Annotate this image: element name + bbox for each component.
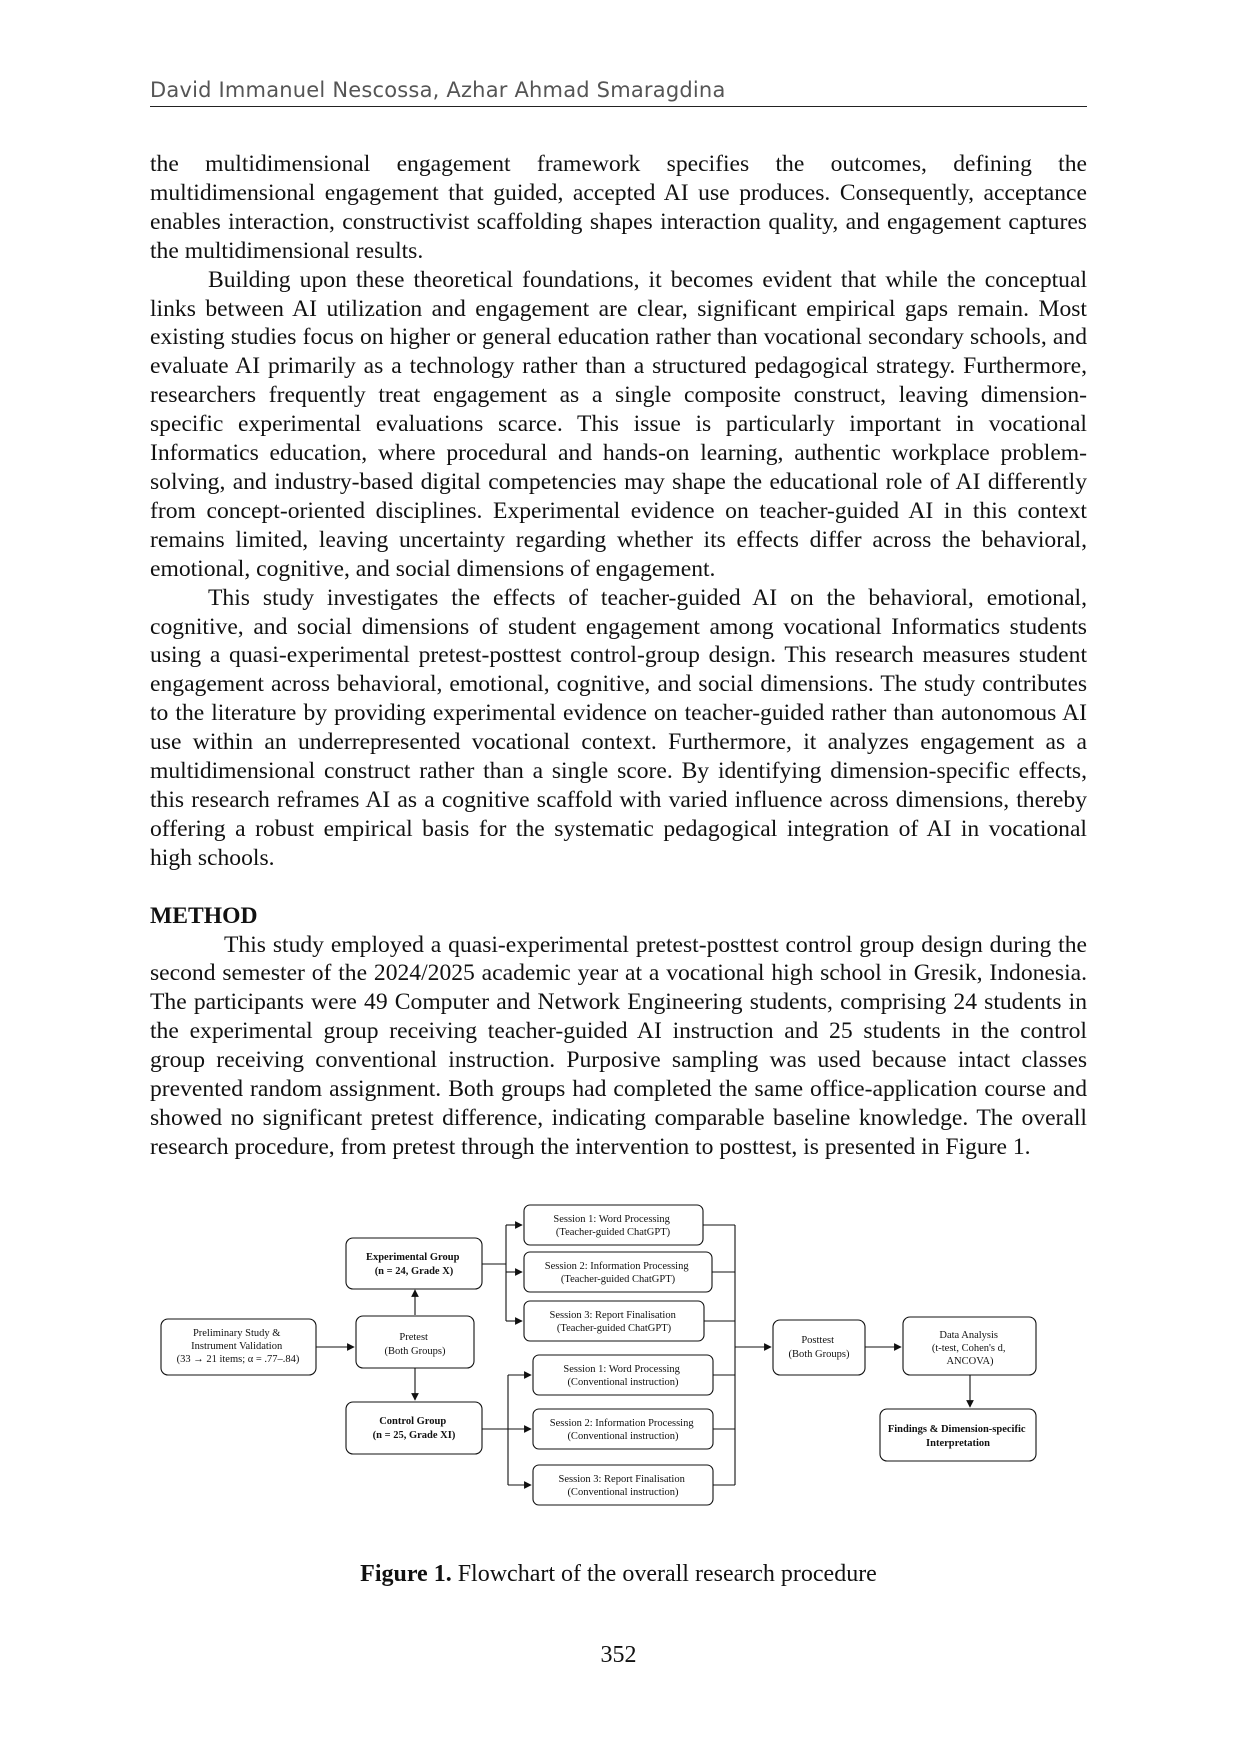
figure-caption [150,1561,1087,1588]
node-findings-box [880,1409,1036,1461]
figure-caption-label: Figure 1. [360,1561,452,1587]
body-text [150,150,1087,1162]
node-preliminary-label: Preliminary Study & Instrument Validation (33 → 21 items; α = .77–.84) [176,1328,300,1365]
figure-flowchart [150,1202,1087,1562]
node-exp-session1-box [524,1205,703,1245]
node-posttest-box [773,1320,865,1375]
node-ctl-session2-label: Session 2: Information Processing (Conventional instruction) [549,1418,694,1442]
node-control-box [346,1402,482,1454]
node-ctl-session2-box [533,1409,713,1449]
node-ctl-session3-label: Session 3: Report Finalisation (Conventional instruction) [558,1474,685,1498]
node-control-label: Control Group (n = 25, Grade XI) [372,1416,456,1441]
node-experimental-box [346,1238,482,1289]
node-exp-session3-label: Session 3: Report Finalisation (Teacher-guided ChatGPT) [549,1310,676,1334]
node-findings-label: Findings & Dimension-specific Interpretation [887,1424,1026,1449]
paragraph-research-gap: Building upon these theoretical foundations, it becomes evident that while the conceptual links between AI utilization and engagement are clear, significant empirical gaps remain. Most existing studies focus on higher or general education rather than vocational secondary schools, and evaluate AI primarily as a technology rather than a structured pedagogical strategy. Furthermore, researchers frequently treat engagement as a single composite construct, leaving dimension-specific experimental evaluations scarce. This issue is particularly important in vocational Informatics education, where procedural and hands-on learning, authentic workplace problem-solving, and industry-based digital competencies may shape the educational role of AI differently from concept-oriented disciplines. Experimental evidence on teacher-guided AI in this context remains limited, leaving uncertainty regarding whether its effects differ across the behavioral, emotional, cognitive, and social dimensions of engagement. [150,266,1087,582]
node-analysis-label: Data Analysis (t-test, Cohen's d, ANCOVA) [931,1330,1006,1367]
node-posttest-label: Posttest (Both Groups) [788,1335,850,1360]
node-ctl-session1-label: Session 1: Word Processing (Conventional instruction) [563,1364,680,1388]
node-exp-session1-label: Session 1: Word Processing (Teacher-guided ChatGPT) [553,1214,671,1238]
paragraph-method: This study employed a quasi-experimental pretest-posttest control group design during the second semester of the 2024/2025 academic year at a vocational high school in Gresik, Indonesia. The participants were 49 Computer and Network Engineering students, comprising 24 students in the experimental group receiving teacher-guided AI instruction and 25 students in the control group receiving conventional instruction. Purposive sampling was used because intact classes prevented random assignment. Both groups had completed the same office-application course and showed no significant pretest difference, indicating comparable baseline knowledge. The overall research procedure, from pretest through the intervention to posttest, is presented in Figure 1. [150,931,1087,1160]
node-exp-session2-box [524,1252,712,1292]
flowchart-svg [150,1202,1087,1562]
node-exp-session2-label: Session 2: Information Processing (Teacher-guided ChatGPT) [544,1261,689,1285]
figure-caption-text: Flowchart of the overall research procedure [457,1561,877,1587]
node-exp-session3-box [524,1301,704,1341]
node-ctl-session3-box [533,1465,713,1505]
page-number: 352 [600,1642,637,1668]
paragraph-continuation: the multidimensional engagement framework specifies the outcomes, defining the multidimensional engagement that guided, accepted AI use produces. Consequently, acceptance enables interaction, constructivist scaffolding shapes interaction quality, and engagement captures the multidimensional results. [150,151,1087,264]
section-heading-method: METHOD [150,902,258,929]
node-experimental-label: Experimental Group (n = 24, Grade X) [365,1252,460,1277]
node-ctl-session1-box [533,1355,713,1395]
running-header: David Immanuel Nescossa, Azhar Ahmad Smaragdina [150,78,1087,107]
paragraph-study-aim: This study investigates the effects of teacher-guided AI on the behavioral, emotional, cognitive, and social dimensions of student engagement among vocational Informatics students using a quasi-experimental pretest-posttest control-group design. This research measures student engagement across behavioral, emotional, cognitive, and social dimensions. The study contributes to the literature by providing experimental evidence on teacher-guided rather than autonomous AI use within an underrepresented vocational context. Furthermore, it analyzes engagement as a multidimensional construct rather than a single score. By identifying dimension-specific effects, this research reframes AI as a cognitive scaffold with varied influence across dimensions, thereby offering a robust empirical basis for the systematic pedagogical integration of AI in vocational high schools. [150,584,1087,871]
node-pretest-label: Pretest (Both Groups) [384,1332,446,1357]
